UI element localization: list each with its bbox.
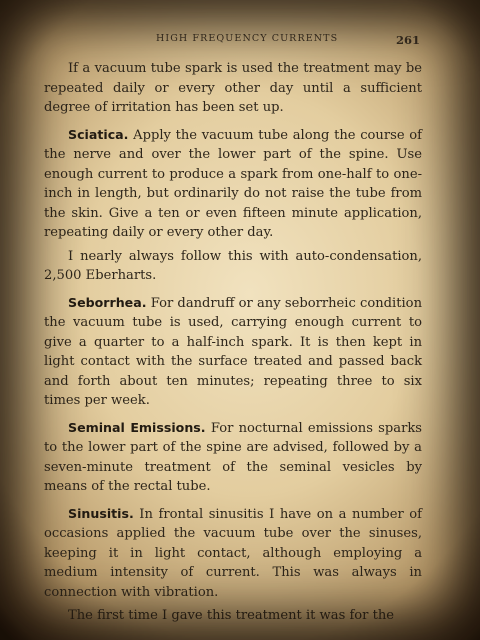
page-number: 261 xyxy=(396,33,421,47)
paragraph-sciatica xyxy=(44,125,422,243)
paragraph-auto-condensation xyxy=(44,246,422,286)
paragraph-term: Sciatica. xyxy=(68,126,129,142)
paragraph-seminal-emissions xyxy=(44,418,422,497)
paragraph-term: Seminal Emissions. xyxy=(68,419,206,435)
paragraph-seborrhea xyxy=(44,293,422,411)
paragraph-text: In frontal sinusitis I have on a number of occasions applied the vacuum tube over the sinuses, keeping it in light contact, although employing a medium intensity of current. This was always in connection with vibration. xyxy=(44,506,422,600)
paragraph-text: I nearly always follow this with auto-condensation, 2,500 Eberharts. xyxy=(44,248,422,283)
paragraph-text: The first time I gave this treatment it was for the xyxy=(68,608,395,623)
paragraph-sinusitis xyxy=(44,504,422,603)
paragraph-term: Sinusitis. xyxy=(68,505,134,521)
paragraph-vacuum-tube-spark xyxy=(44,58,422,118)
paragraph-text: For dandruff or any seborrheic condition the vacuum tube is used, carrying enough current to give a quarter to a half-inch spark. It is then kept in light contact with the surface treated and passed back and forth about ten minutes; repeating three to six times per week. xyxy=(44,295,422,408)
running-title: HIGH FREQUENCY CURRENTS xyxy=(156,33,339,44)
paragraph-text: If a vacuum tube spark is used the treatment may be repeated daily or every other day until a sufficient degree of irritation has been set up. xyxy=(44,61,422,115)
paragraph-term: Seborrhea. xyxy=(68,294,147,310)
paragraph-first-treatment xyxy=(44,605,422,626)
paragraph-text: Apply the vacuum tube along the course of the nerve and over the lower part of the spine. Use enough current to produce a spark from one-half to one-inch in length, but ordinarily do not raise the tube from the skin. Give a ten or even fifteen minute application, repeating daily or every other day. xyxy=(44,127,422,240)
paragraph-text: For nocturnal emissions sparks to the lower part of the spine are advised, followed by a seven-minute treatment of the seminal vesicles by means of the rectal tube. xyxy=(44,420,423,494)
page-body xyxy=(44,58,422,626)
